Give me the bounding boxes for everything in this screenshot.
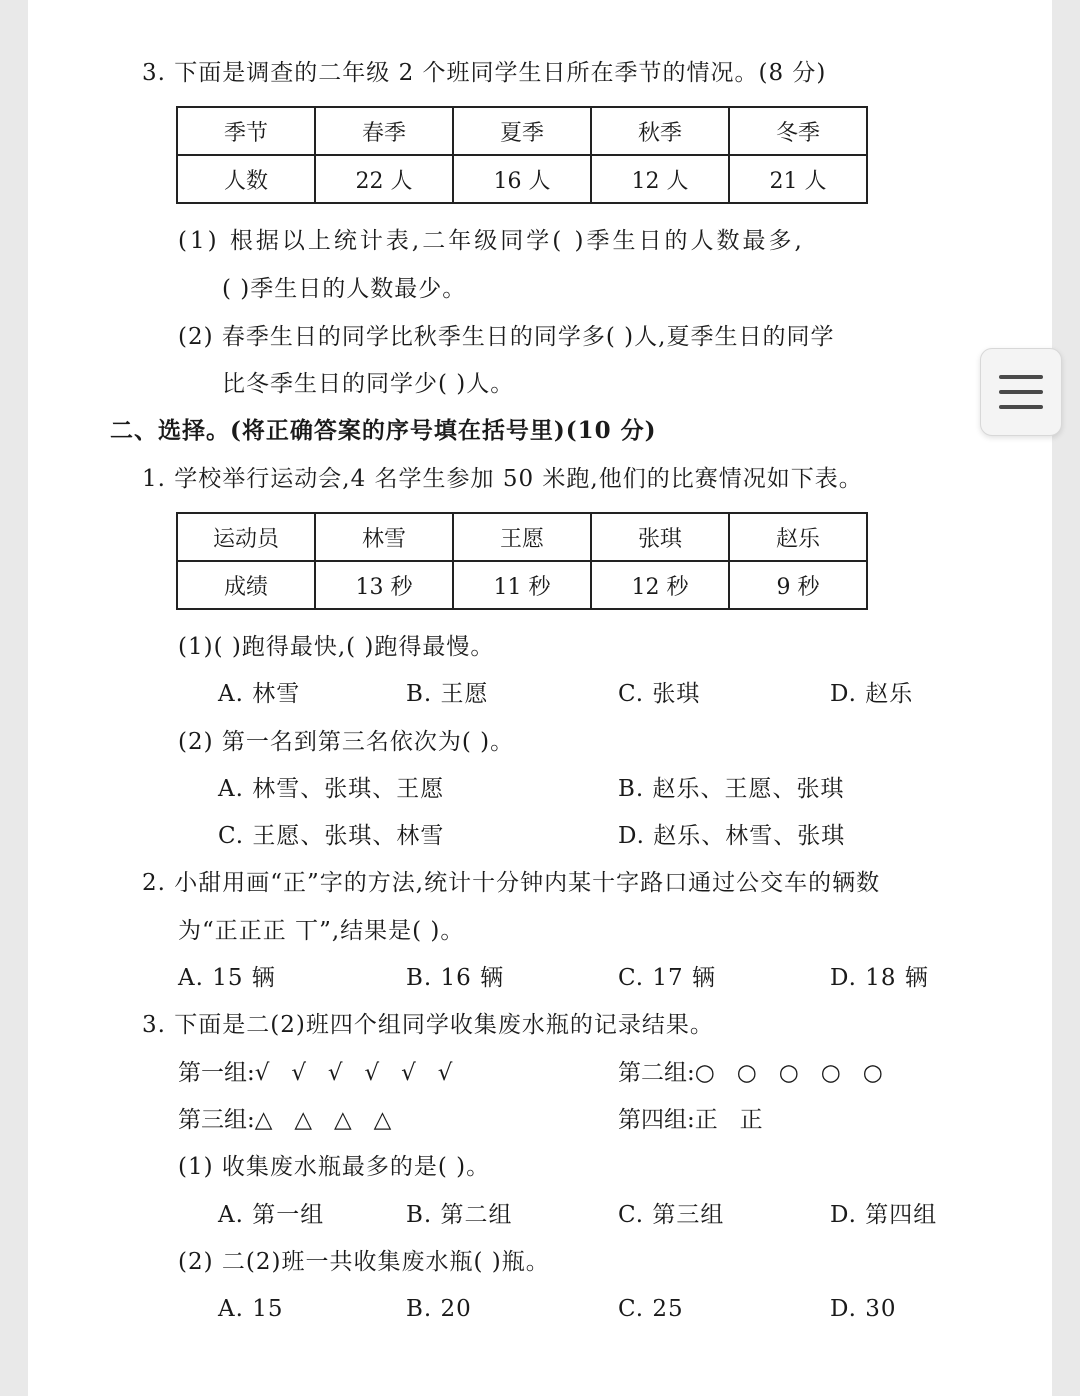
option-c: C. 25 [618,1296,684,1322]
option-b: B. 赵乐、王愿、张琪 [618,776,845,802]
option-d: D. 赵乐 [830,681,914,707]
table-cell: 12 人 [591,155,729,203]
question-3-title: 3. 下面是调查的二年级 2 个班同学生日所在季节的情况。(8 分) [142,60,827,86]
table-cell: 22 人 [315,155,453,203]
option-c: C. 第三组 [618,1202,725,1228]
option-b: B. 第二组 [406,1202,513,1228]
q3-part2-line1: (2) 春季生日的同学比秋季生日的同学多( )人,夏季生日的同学 [178,324,835,350]
table-cell: 12 秒 [591,561,729,609]
table-cell: 11 秒 [453,561,591,609]
s2-question-3-title: 3. 下面是二(2)班四个组同学收集废水瓶的记录结果。 [142,1012,714,1038]
table-cell: 季节 [177,107,315,155]
s2-question-1-title: 1. 学校举行运动会,4 名学生参加 50 米跑,他们的比赛情况如下表。 [142,466,863,492]
section-2-heading: 二、选择。(将正确答案的序号填在括号里)(10 分) [110,417,657,444]
q3-part1-line2: ( )季生日的人数最少。 [222,276,467,302]
option-b: B. 16 辆 [406,965,505,991]
table-cell: 秋季 [591,107,729,155]
table-cell: 夏季 [453,107,591,155]
hamburger-menu-icon [998,372,1044,412]
s2q3-part1: (1) 收集废水瓶最多的是( )。 [178,1154,491,1180]
s2-question-2-line2: 为“正正正 丅”,结果是( )。 [178,918,465,944]
table-cell: 9 秒 [729,561,867,609]
option-c: C. 王愿、张琪、林雪 [218,823,445,849]
table-row [177,155,867,203]
s2q3-part2: (2) 二(2)班一共收集废水瓶( )瓶。 [178,1249,550,1275]
menu-button[interactable] [980,348,1062,436]
table-cell: 林雪 [315,513,453,561]
table-cell: 春季 [315,107,453,155]
option-d: D. 赵乐、林雪、张琪 [618,823,846,849]
option-b: B. 王愿 [406,681,489,707]
worksheet-page [28,0,1052,1396]
table-cell: 21 人 [729,155,867,203]
table-header-row [177,513,867,561]
table-cell: 冬季 [729,107,867,155]
group-4-record: 第四组:正 正 [618,1107,763,1133]
option-a: A. 林雪、张琪、王愿 [218,776,445,802]
table-cell: 人数 [177,155,315,203]
s2q1-part2: (2) 第一名到第三名依次为( )。 [178,729,515,755]
race-results-table [176,512,868,610]
table-cell: 16 人 [453,155,591,203]
option-d: D. 30 [830,1296,897,1322]
option-a: A. 15 [218,1296,284,1322]
table-cell: 运动员 [177,513,315,561]
s2-question-2-line1: 2. 小甜用画“正”字的方法,统计十分钟内某十字路口通过公交车的辆数 [142,870,881,896]
s2q1-part1: (1)( )跑得最快,( )跑得最慢。 [178,634,495,660]
q3-part1-line1: (1) 根据以上统计表,二年级同学( )季生日的人数最多, [178,228,805,254]
birthday-season-table [176,106,868,204]
option-b: B. 20 [406,1296,472,1322]
q3-part2-line2: 比冬季生日的同学少( )人。 [222,371,515,397]
option-c: C. 张琪 [618,681,701,707]
table-cell: 13 秒 [315,561,453,609]
option-a: A. 林雪 [218,681,301,707]
option-a: A. 15 辆 [178,965,276,991]
option-d: D. 18 辆 [830,965,929,991]
table-cell: 赵乐 [729,513,867,561]
group-3-record: 第三组:△ △ △ △ [178,1107,392,1133]
option-d: D. 第四组 [830,1202,938,1228]
table-cell: 王愿 [453,513,591,561]
table-cell: 成绩 [177,561,315,609]
group-1-record: 第一组:√ √ √ √ √ √ [178,1060,453,1086]
table-cell: 张琪 [591,513,729,561]
option-c: C. 17 辆 [618,965,716,991]
option-a: A. 第一组 [218,1202,325,1228]
table-row [177,561,867,609]
table-header-row [177,107,867,155]
group-2-record: 第二组:○ ○ ○ ○ ○ [618,1060,883,1086]
